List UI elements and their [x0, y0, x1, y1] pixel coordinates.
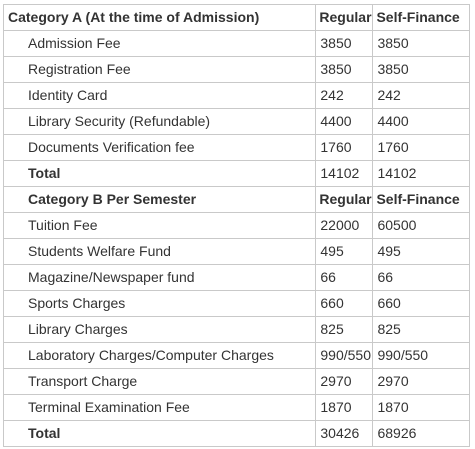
regular-amount: 242	[316, 83, 373, 109]
self-finance-amount: 1870	[373, 395, 470, 421]
fee-label: Admission Fee	[4, 31, 316, 57]
regular-total: 14102	[316, 161, 373, 187]
regular-amount: 2970	[316, 369, 373, 395]
category-a-header-row	[4, 5, 470, 31]
fee-label: Sports Charges	[4, 291, 316, 317]
table-row	[4, 265, 470, 291]
table-row	[4, 31, 470, 57]
fee-label: Registration Fee	[4, 57, 316, 83]
fee-label: Laboratory Charges/Computer Charges	[4, 343, 316, 369]
table-row	[4, 343, 470, 369]
fee-label: Students Welfare Fund	[4, 239, 316, 265]
fee-label: Identity Card	[4, 83, 316, 109]
self-finance-amount: 495	[373, 239, 470, 265]
fee-structure-table	[3, 4, 470, 447]
self-finance-amount: 1760	[373, 135, 470, 161]
regular-amount: 990/550	[316, 343, 373, 369]
table-row	[4, 239, 470, 265]
category-b-total-row	[4, 421, 470, 447]
table-row	[4, 213, 470, 239]
total-label: Total	[4, 421, 316, 447]
self-finance-amount: 242	[373, 83, 470, 109]
fee-label: Library Charges	[4, 317, 316, 343]
table-row	[4, 135, 470, 161]
total-label: Total	[4, 161, 316, 187]
regular-amount: 495	[316, 239, 373, 265]
self-finance-amount: 990/550	[373, 343, 470, 369]
self-finance-amount: 3850	[373, 57, 470, 83]
regular-amount: 3850	[316, 57, 373, 83]
self-finance-amount: 825	[373, 317, 470, 343]
regular-amount: 1870	[316, 395, 373, 421]
fee-label: Magazine/Newspaper fund	[4, 265, 316, 291]
self-finance-amount: 66	[373, 265, 470, 291]
regular-amount: 4400	[316, 109, 373, 135]
category-b-regular-header: Regular	[316, 187, 373, 213]
self-finance-amount: 3850	[373, 31, 470, 57]
category-a-heading: Category A (At the time of Admission)	[4, 5, 316, 31]
category-b-heading: Category B Per Semester	[4, 187, 316, 213]
fee-label: Transport Charge	[4, 369, 316, 395]
self-finance-total: 68926	[373, 421, 470, 447]
fee-label: Terminal Examination Fee	[4, 395, 316, 421]
fee-label: Documents Verification fee	[4, 135, 316, 161]
table-row	[4, 395, 470, 421]
fee-label: Library Security (Refundable)	[4, 109, 316, 135]
regular-amount: 66	[316, 265, 373, 291]
regular-amount: 22000	[316, 213, 373, 239]
table-row	[4, 57, 470, 83]
regular-amount: 825	[316, 317, 373, 343]
regular-amount: 660	[316, 291, 373, 317]
regular-amount: 1760	[316, 135, 373, 161]
category-a-regular-header: Regular	[316, 5, 373, 31]
category-b-self-finance-header: Self-Finance	[373, 187, 470, 213]
self-finance-total: 14102	[373, 161, 470, 187]
table-row	[4, 109, 470, 135]
regular-amount: 3850	[316, 31, 373, 57]
table-row	[4, 291, 470, 317]
table-row	[4, 83, 470, 109]
category-a-self-finance-header: Self-Finance	[373, 5, 470, 31]
self-finance-amount: 60500	[373, 213, 470, 239]
self-finance-amount: 2970	[373, 369, 470, 395]
table-row	[4, 369, 470, 395]
self-finance-amount: 660	[373, 291, 470, 317]
fee-label: Tuition Fee	[4, 213, 316, 239]
table-row	[4, 317, 470, 343]
regular-total: 30426	[316, 421, 373, 447]
self-finance-amount: 4400	[373, 109, 470, 135]
category-a-total-row	[4, 161, 470, 187]
category-b-header-row	[4, 187, 470, 213]
